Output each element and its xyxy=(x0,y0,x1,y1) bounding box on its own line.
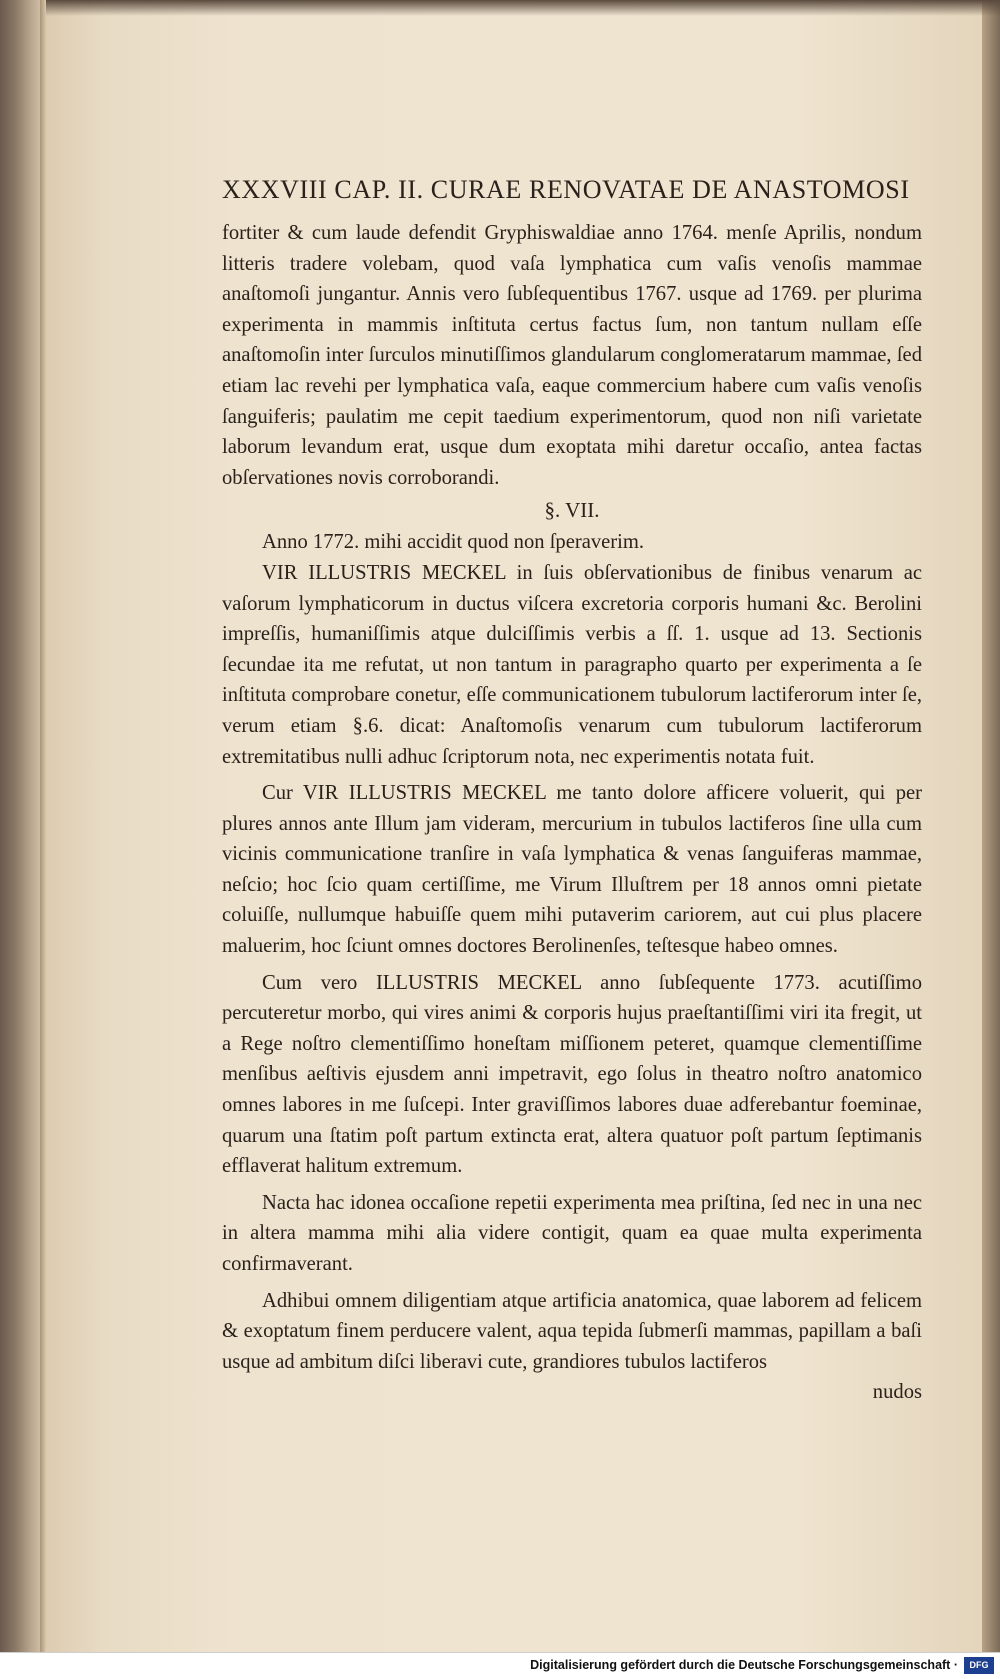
paragraph-nacta: Nacta hac idonea occaſione repetii experimenta mea priſtina, ſed nec in una nec in altera mamma mihi alia videre contigit, quam ea quae multa experimenta confirmaverant. xyxy=(222,1191,922,1275)
running-head: XXXVIII CAP. II. CURAE RENOVATAE DE ANASTOMOSI xyxy=(222,175,910,204)
paragraph-anno-1772: Anno 1772. mihi accidit quod non ſperaverim. xyxy=(262,531,645,554)
page-fore-edge xyxy=(982,0,1000,1652)
paragraph-meckel-observations: VIR ILLUSTRIS MECKEL in ſuis obſervationibus de finibus venarum ac vaſorum lymphaticorum in ductus viſcera excretoria corporis humani &c. Berolini impreſſis, humaniſſimis atque dulciſſimis verbis a ſſ. 1. usque ad 13. Sectionis ſecundae ita me refutat, ut non tantum in paragrapho quarto per experimenta a ſe inſtituta comprobare conetur, eſſe communicationem tubulorum lactiferorum inter ſe, verum etiam §.6. dicat: Anaſtomoſis venarum cum tubulorum lactiferorum extremitatibus nulli adhuc ſcriptorum nota, nec experimentis notata fuit. xyxy=(222,561,922,768)
section-heading: §. VII. xyxy=(544,498,600,523)
catchword: nudos xyxy=(872,1381,922,1404)
dfg-logo: DFG xyxy=(964,1657,994,1674)
page-top-shadow xyxy=(46,0,1000,16)
paragraph-cum-vero: Cum vero ILLUSTRIS MECKEL anno ſubſequente 1773. acutiſſimo percuteretur morbo, qui vires animi & corporis hujus praeſtantiſſimi viri ita fregit, ut a Rege noſtro clementiſſimo honeſtam miſſionem peteret, quamque clementiſſime menſibus aeſtivis ejusdem anni impetravit, ego ſolus in theatro noſtro anatomico omnes labores in me ſuſcepi. Inter graviſſimos labores duae adferebantur foeminae, quarum una ſtatim poſt partum extincta erat, altera quatuor poſt partum ſeptimanis efflaverat halitum extremum. xyxy=(222,971,922,1178)
paragraph-continuation: fortiter & cum laude defendit Gryphiswaldiae anno 1764. menſe Aprilis, nondum litteris tradere volebam, quod vaſa lymphatica cum vaſis venoſis mammae anaſtomoſi jungantur. Annis vero ſubſequentibus 1767. usque ad 1769. per plurima experimenta in mammis inſtituta certus factus ſum, non tantum nullam eſſe anaſtomoſin inter ſurculos minutiſſimos glandularum conglomeratarum mammae, ſed etiam lac revehi per lymphatica vaſa, eaque commercium habere cum vaſis venoſis ſanguiferis; paulatim me cepit taedium experimentorum, quod non niſi varietate laborum levandum erat, usque dum exoptata mihi daretur occaſio, antea factas obſervationes novis corroborandi. xyxy=(222,222,922,489)
paragraph-cur-meckel: Cur VIR ILLUSTRIS MECKEL me tanto dolore afficere voluerit, qui per plures annos ante Illum jam videram, mercurium in tubulos lactiferos ſine ulla cum vicinis communicatione tranſire in vaſa lymphatica & venas ſanguiferas mammae, neſcio; hoc ſcio quam certiſſime, me Virum Illuſtrem per 18 annos omni pietate coluiſſe, nullumque habuiſſe quem mihi putaverim cariorem, aut cui plus placere maluerim, hoc ſciunt omnes doctores Berolinenſes, teſtesque habeo omnes. xyxy=(222,782,922,958)
funding-credit: Digitalisierung gefördert durch die Deutsche Forschungsgemeinschaft · xyxy=(530,1658,958,1672)
page-text xyxy=(222,170,922,1407)
book-spine xyxy=(0,0,40,1670)
paragraph-adhibui: Adhibui omnem diligentiam atque artificia anatomica, quae laborem ad felicem & exoptatum finem perducere valent, aqua tepida ſubmerſi mammas, papillam a baſi usque ad ambitum diſci liberavi cute, grandiores tubulos lactiferos xyxy=(222,1289,922,1373)
footer-bar xyxy=(0,1652,1000,1679)
